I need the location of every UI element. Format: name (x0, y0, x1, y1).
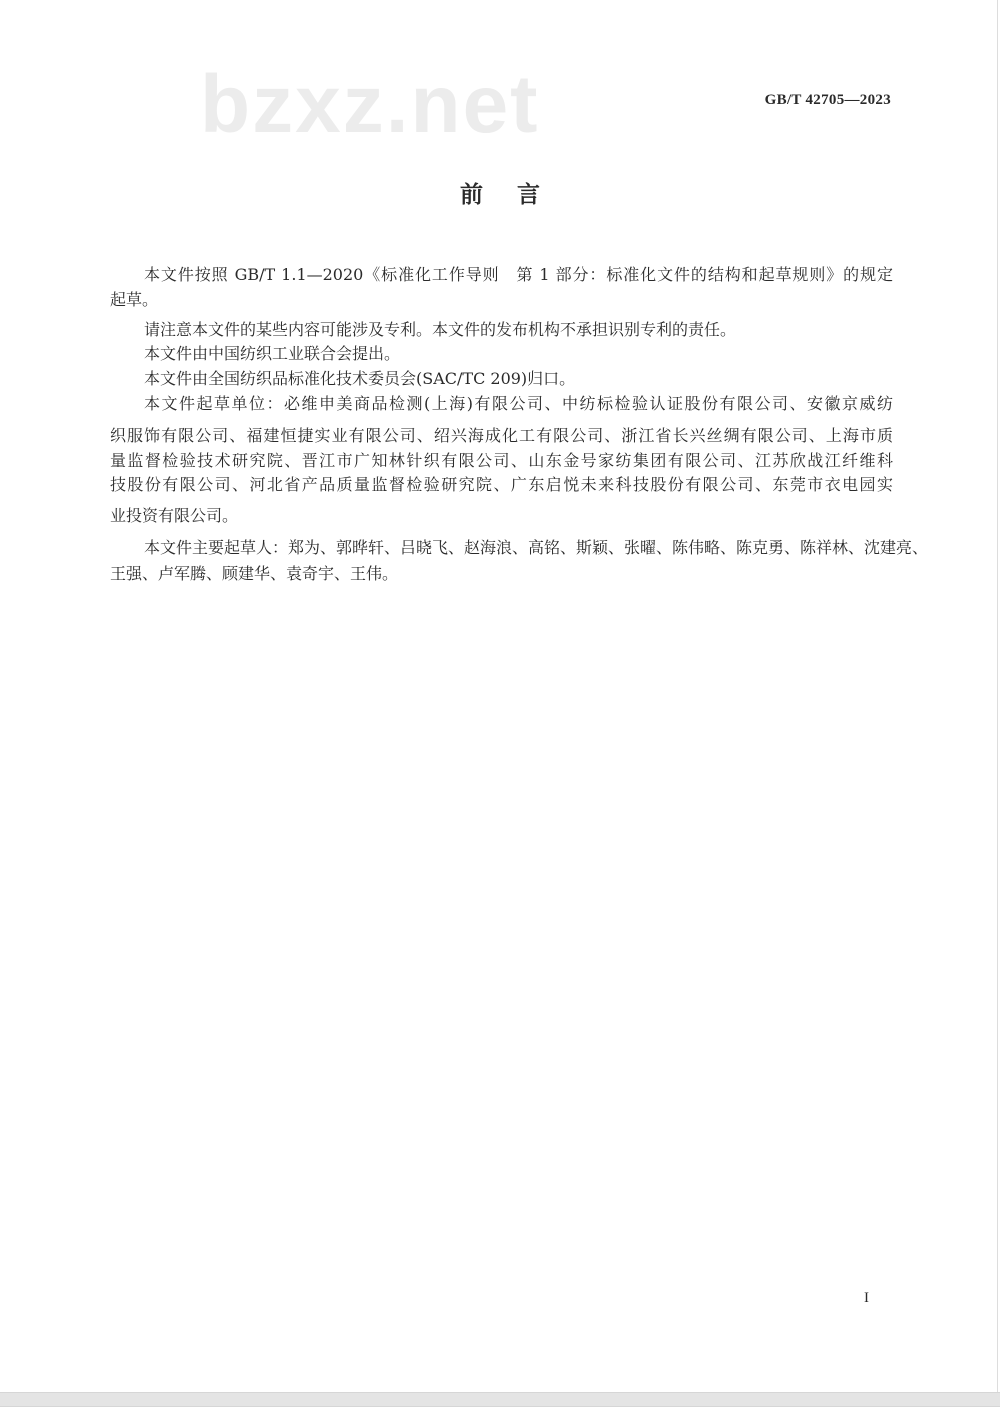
paragraph-line: 本文件由全国纺织品标准化技术委员会(SAC/TC 209)归口。 (144, 369, 576, 388)
watermark: bzxz.net (200, 59, 540, 150)
paragraph-line: 本文件按照 GB/T 1.1—2020《标准化工作导则 第 1 部分：标准化文件的结构和起草规则》的规定 (144, 265, 893, 284)
paragraph-line: 织服饰有限公司、福建恒捷实业有限公司、绍兴海成化工有限公司、浙江省长兴丝绸有限公司、上海市质 (110, 426, 893, 445)
paragraph-line: 本文件起草单位：必维申美商品检测(上海)有限公司、中纺标检验认证股份有限公司、安徽京威纺 (144, 394, 893, 413)
page-number: I (864, 1290, 869, 1306)
paragraph-line: 本文件由中国纺织工业联合会提出。 (144, 344, 401, 363)
paragraph-line: 王强、卢军腾、顾建华、袁奇宇、王伟。 (110, 564, 399, 583)
standard-number: GB/T 42705—2023 (764, 92, 891, 108)
paragraph-line: 本文件主要起草人：郑为、郭晔轩、吕晓飞、赵海浪、高铭、斯颖、张曜、陈伟略、陈克勇、陈祥林、沈建亮、 (144, 538, 929, 557)
paragraph-line: 量监督检验技术研究院、晋江市广知林针织有限公司、山东金号家纺集团有限公司、江苏欣战江纤维科 (110, 451, 893, 470)
page-separator (0, 1392, 1000, 1407)
page-title: 前言 (460, 182, 574, 208)
paragraph-line: 技股份有限公司、河北省产品质量监督检验研究院、广东启悦未来科技股份有限公司、东莞市衣电园实 (110, 475, 893, 494)
paragraph-line: 起草。 (110, 290, 159, 309)
paragraph-line: 请注意本文件的某些内容可能涉及专利。本文件的发布机构不承担识别专利的责任。 (144, 320, 737, 339)
paragraph-line: 业投资有限公司。 (110, 506, 239, 525)
